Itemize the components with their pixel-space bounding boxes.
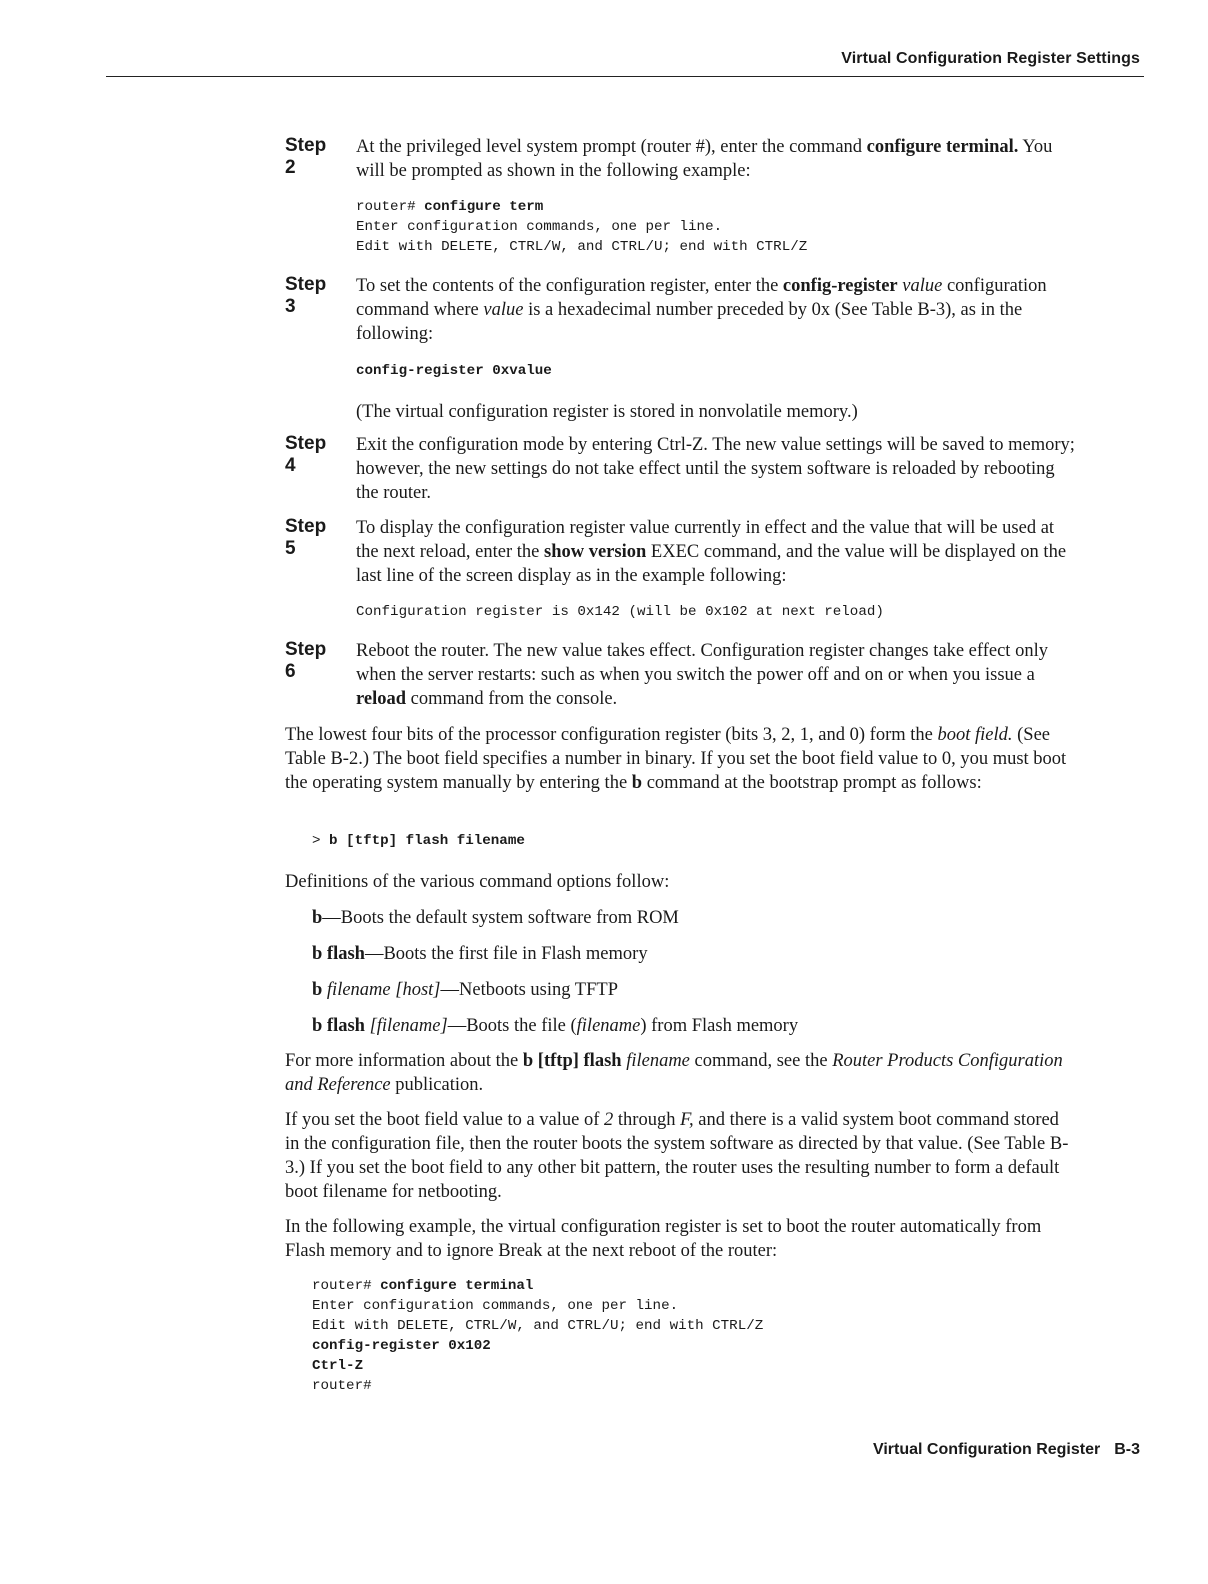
code-prompt: > [312, 833, 330, 849]
step-label: Step 5 [285, 516, 327, 559]
code-example [356, 197, 1076, 257]
command-name: configure terminal. [866, 137, 1019, 157]
text: through [613, 1110, 681, 1130]
text: publication. [390, 1075, 484, 1095]
page-footer [873, 1441, 1140, 1459]
definition-desc: —Boots the default system software from ROM [322, 908, 679, 928]
value: F, [680, 1110, 694, 1130]
code-command: b [tftp] flash filename [329, 833, 525, 849]
code-prompt: router# [312, 1278, 381, 1294]
step-body [356, 516, 1076, 622]
code-command: Ctrl-Z [312, 1358, 364, 1374]
step-body [356, 433, 1076, 505]
step-label: Step 2 [285, 135, 327, 178]
text: and there is a valid system boot command stored in the configuration file, then the router boots the system software as directed by that value. (See Table B-3.) If you set the boot field to any other bit pattern, the router uses the resulting number to form a default boot filename for netbooting. [285, 1110, 1069, 1202]
boot-value-paragraph [285, 1108, 1075, 1204]
text: EXEC command, and the value will be displayed on the last line of the screen display as in the example following: [356, 542, 1067, 586]
example-intro: In the following example, the virtual configuration register is set to boot the router automatically from Flash memory and to ignore Break at the next reboot of the router: [285, 1217, 1042, 1261]
example-code [312, 1276, 763, 1396]
code-line: Enter configuration commands, one per line. [356, 219, 723, 235]
code-prompt: router# [312, 1378, 372, 1394]
text: command from the console. [406, 689, 618, 709]
term: boot field. [937, 725, 1013, 745]
publication-title: Router Products Configuration and Reference [285, 1051, 1063, 1095]
boot-command-example [312, 831, 525, 851]
value: 2 [604, 1110, 614, 1130]
definition-item [312, 978, 618, 1002]
step-text [356, 274, 1076, 346]
command-name: b [tftp] flash [522, 1051, 622, 1071]
code-prompt: router# [356, 199, 425, 215]
step-label: Step 3 [285, 274, 327, 317]
step-body [356, 135, 1076, 257]
code-example: Configuration register is 0x142 (will be 0x102 at next reload) [356, 604, 884, 620]
step-text: Exit the configuration mode by entering Ctrl-Z. The new value settings will be saved to memory; however, the new settings do not take effect until the system software is reloaded by rebooting the router. [356, 435, 1075, 503]
text: Reboot the router. The new value takes effect. Configuration register changes take effect only when the server restarts: such as when you switch the power off and on or when you issue a [356, 641, 1048, 685]
text: is a hexadecimal number preceded by 0x (See Table B-3), as in the following: [356, 300, 1023, 344]
step-label: Step 4 [285, 433, 327, 476]
text: For more information about the [285, 1051, 523, 1071]
running-header: Virtual Configuration Register Settings [841, 50, 1140, 67]
text: To display the configuration register value currently in effect and the value that will be used at the next reload, enter the [356, 518, 1055, 562]
text: If you set the boot field value to a value of [285, 1110, 605, 1130]
step-note: (The virtual configuration register is stored in nonvolatile memory.) [356, 402, 858, 422]
step-body [356, 639, 1076, 711]
step-text [356, 639, 1076, 711]
header-rule [106, 76, 1144, 77]
definition-term: b flash [312, 1016, 365, 1036]
definitions-intro: Definitions of the various command options follow: [285, 872, 670, 892]
definition-arg: filename [326, 980, 391, 1000]
definition-item [312, 906, 679, 930]
step-label: Step 6 [285, 639, 327, 682]
text: (See Table B-2.) The boot field specifies a number in binary. If you set the boot field value to 0, you must boot the operating system manually by entering the [285, 725, 1067, 793]
code-line: Enter configuration commands, one per line. [312, 1298, 679, 1314]
text: command, see the [689, 1051, 833, 1071]
command-name: show version [544, 542, 647, 562]
code-example: config-register 0xvalue [356, 363, 552, 379]
more-info-paragraph [285, 1049, 1075, 1097]
footer-title: Virtual Configuration Register [872, 1441, 1101, 1458]
command-name: config-register [782, 276, 898, 296]
text: You will be prompted as shown in the following example: [356, 137, 1053, 181]
argument: value [902, 276, 943, 296]
step-text [356, 516, 1076, 588]
definition-term: b [312, 980, 323, 1000]
code-line: Edit with DELETE, CTRL/W, and CTRL/U; end with CTRL/Z [356, 239, 808, 255]
page-number: B-3 [1114, 1441, 1140, 1458]
command-name: b [631, 773, 643, 793]
definition-desc: —Boots the first file in Flash memory [364, 944, 648, 964]
definition-term: b flash [312, 944, 365, 964]
definition-arg: [filename] [369, 1016, 448, 1036]
text: command at the bootstrap prompt as follows: [642, 773, 982, 793]
argument: value [483, 300, 524, 320]
code-command: configure term [424, 199, 544, 215]
definition-item [312, 942, 648, 966]
text: At the privileged level system prompt (router #), enter the command [356, 137, 867, 157]
step-body [356, 274, 1076, 424]
code-command: config-register 0x102 [312, 1338, 491, 1354]
code-command: configure terminal [380, 1278, 534, 1294]
definition-desc: —Netboots using TFTP [440, 980, 618, 1000]
text: The lowest four bits of the processor configuration register (bits 3, 2, 1, and 0) form the [285, 725, 938, 745]
argument: filename [626, 1051, 690, 1071]
code-line: Edit with DELETE, CTRL/W, and CTRL/U; end with CTRL/Z [312, 1318, 764, 1334]
text: configuration command where [356, 276, 1047, 320]
command-name: reload [356, 689, 407, 709]
definition-desc: ) from Flash memory [640, 1016, 799, 1036]
definition-item [312, 1014, 798, 1038]
definition-desc: —Boots the file ( [447, 1016, 577, 1036]
text: To set the contents of the configuration register, enter the [356, 276, 783, 296]
step-text [356, 135, 1076, 183]
definition-arg: [host] [395, 980, 441, 1000]
definition-term: b [312, 908, 323, 928]
definition-arg: filename [576, 1016, 641, 1036]
boot-field-paragraph [285, 723, 1075, 795]
